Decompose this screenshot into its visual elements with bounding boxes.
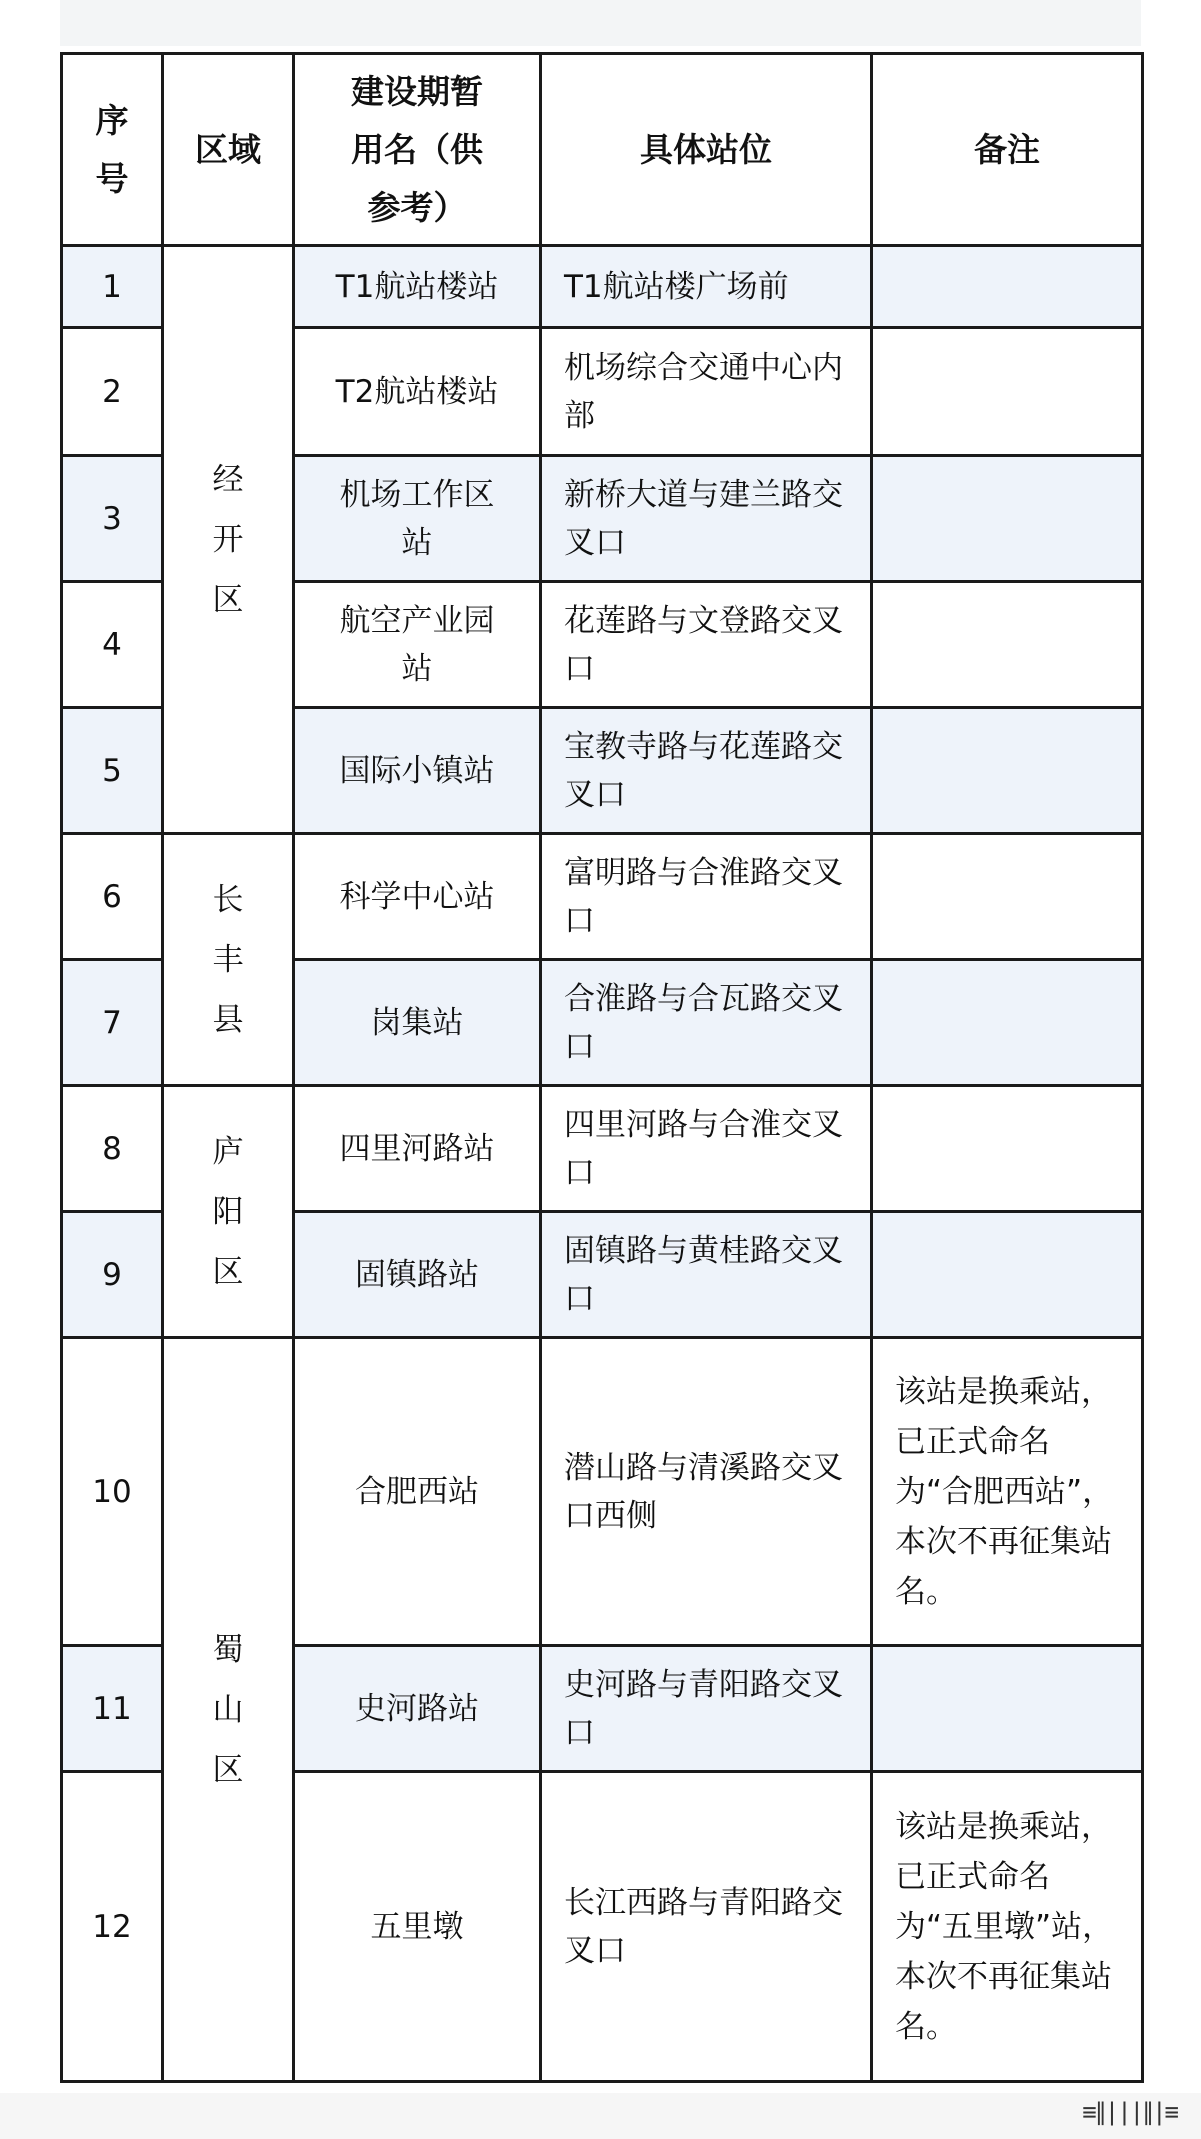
cell-name: 固镇路站	[294, 1212, 541, 1338]
header-row	[62, 54, 1143, 246]
cell-note	[872, 582, 1143, 708]
bottom-background-band	[0, 2093, 1201, 2139]
cell-seq: 8	[62, 1086, 163, 1212]
header-seq: 序号	[62, 54, 163, 246]
cell-seq: 4	[62, 582, 163, 708]
cell-location: 机场综合交通中心内部	[541, 328, 872, 456]
cell-seq: 12	[62, 1772, 163, 2082]
cell-seq: 5	[62, 708, 163, 834]
cell-seq: 2	[62, 328, 163, 456]
cell-seq: 9	[62, 1212, 163, 1338]
cell-note	[872, 960, 1143, 1086]
cell-note	[872, 708, 1143, 834]
cell-area-shushan: 蜀山区	[163, 1338, 294, 2082]
cell-name: 机场工作区站	[294, 456, 541, 582]
cell-note	[872, 328, 1143, 456]
cell-name: 史河路站	[294, 1646, 541, 1772]
cell-note	[872, 246, 1143, 328]
cell-note: 该站是换乘站，已正式命名为“五里墩”站，本次不再征集站名。	[872, 1772, 1143, 2082]
cell-location: 史河路与青阳路交叉口	[541, 1646, 872, 1772]
cell-name: 航空产业园站	[294, 582, 541, 708]
cell-location: 富明路与合淮路交叉口	[541, 834, 872, 960]
station-table-wrapper	[60, 52, 1144, 2083]
cell-area-jingkai: 经开区	[163, 246, 294, 834]
cell-seq: 1	[62, 246, 163, 328]
cell-name: 合肥西站	[294, 1338, 541, 1646]
cell-area-luyang: 庐阳区	[163, 1086, 294, 1338]
cell-location: 四里河路与合淮交叉口	[541, 1086, 872, 1212]
cell-note: 该站是换乘站，已正式命名为“合肥西站”，本次不再征集站名。	[872, 1338, 1143, 1646]
cell-note	[872, 456, 1143, 582]
header-note: 备注	[872, 54, 1143, 246]
header-location: 具体站位	[541, 54, 872, 246]
cell-seq: 6	[62, 834, 163, 960]
cell-note	[872, 1086, 1143, 1212]
cell-location: 合淮路与合瓦路交叉口	[541, 960, 872, 1086]
cell-name: 四里河路站	[294, 1086, 541, 1212]
cell-name: 五里墩	[294, 1772, 541, 2082]
cell-location: 花莲路与文登路交叉口	[541, 582, 872, 708]
station-table	[60, 52, 1144, 2083]
header-name: 建设期暂用名（供参考）	[294, 54, 541, 246]
cell-note	[872, 1646, 1143, 1772]
cell-location: 长江西路与青阳路交叉口	[541, 1772, 872, 2082]
cell-note	[872, 834, 1143, 960]
top-background-band	[60, 0, 1141, 46]
cell-note	[872, 1212, 1143, 1338]
cell-area-changfeng: 长丰县	[163, 834, 294, 1086]
cell-location: 新桥大道与建兰路交叉口	[541, 456, 872, 582]
cell-name: 国际小镇站	[294, 708, 541, 834]
cell-name: T1航站楼站	[294, 246, 541, 328]
cell-location: 固镇路与黄桂路交叉口	[541, 1212, 872, 1338]
table-row	[62, 1338, 1143, 1646]
table-row	[62, 246, 1143, 328]
cell-name: T2航站楼站	[294, 328, 541, 456]
cell-location: 潜山路与清溪路交叉口西侧	[541, 1338, 872, 1646]
cell-location: 宝教寺路与花莲路交叉口	[541, 708, 872, 834]
cell-seq: 7	[62, 960, 163, 1086]
cell-seq: 10	[62, 1338, 163, 1646]
cell-location: T1航站楼广场前	[541, 246, 872, 328]
table-row	[62, 1086, 1143, 1212]
cell-seq: 3	[62, 456, 163, 582]
watermark-text: ≡∥|||∥|≡	[1082, 2098, 1177, 2126]
cell-name: 科学中心站	[294, 834, 541, 960]
cell-seq: 11	[62, 1646, 163, 1772]
header-area: 区域	[163, 54, 294, 246]
table-row	[62, 834, 1143, 960]
cell-name: 岗集站	[294, 960, 541, 1086]
